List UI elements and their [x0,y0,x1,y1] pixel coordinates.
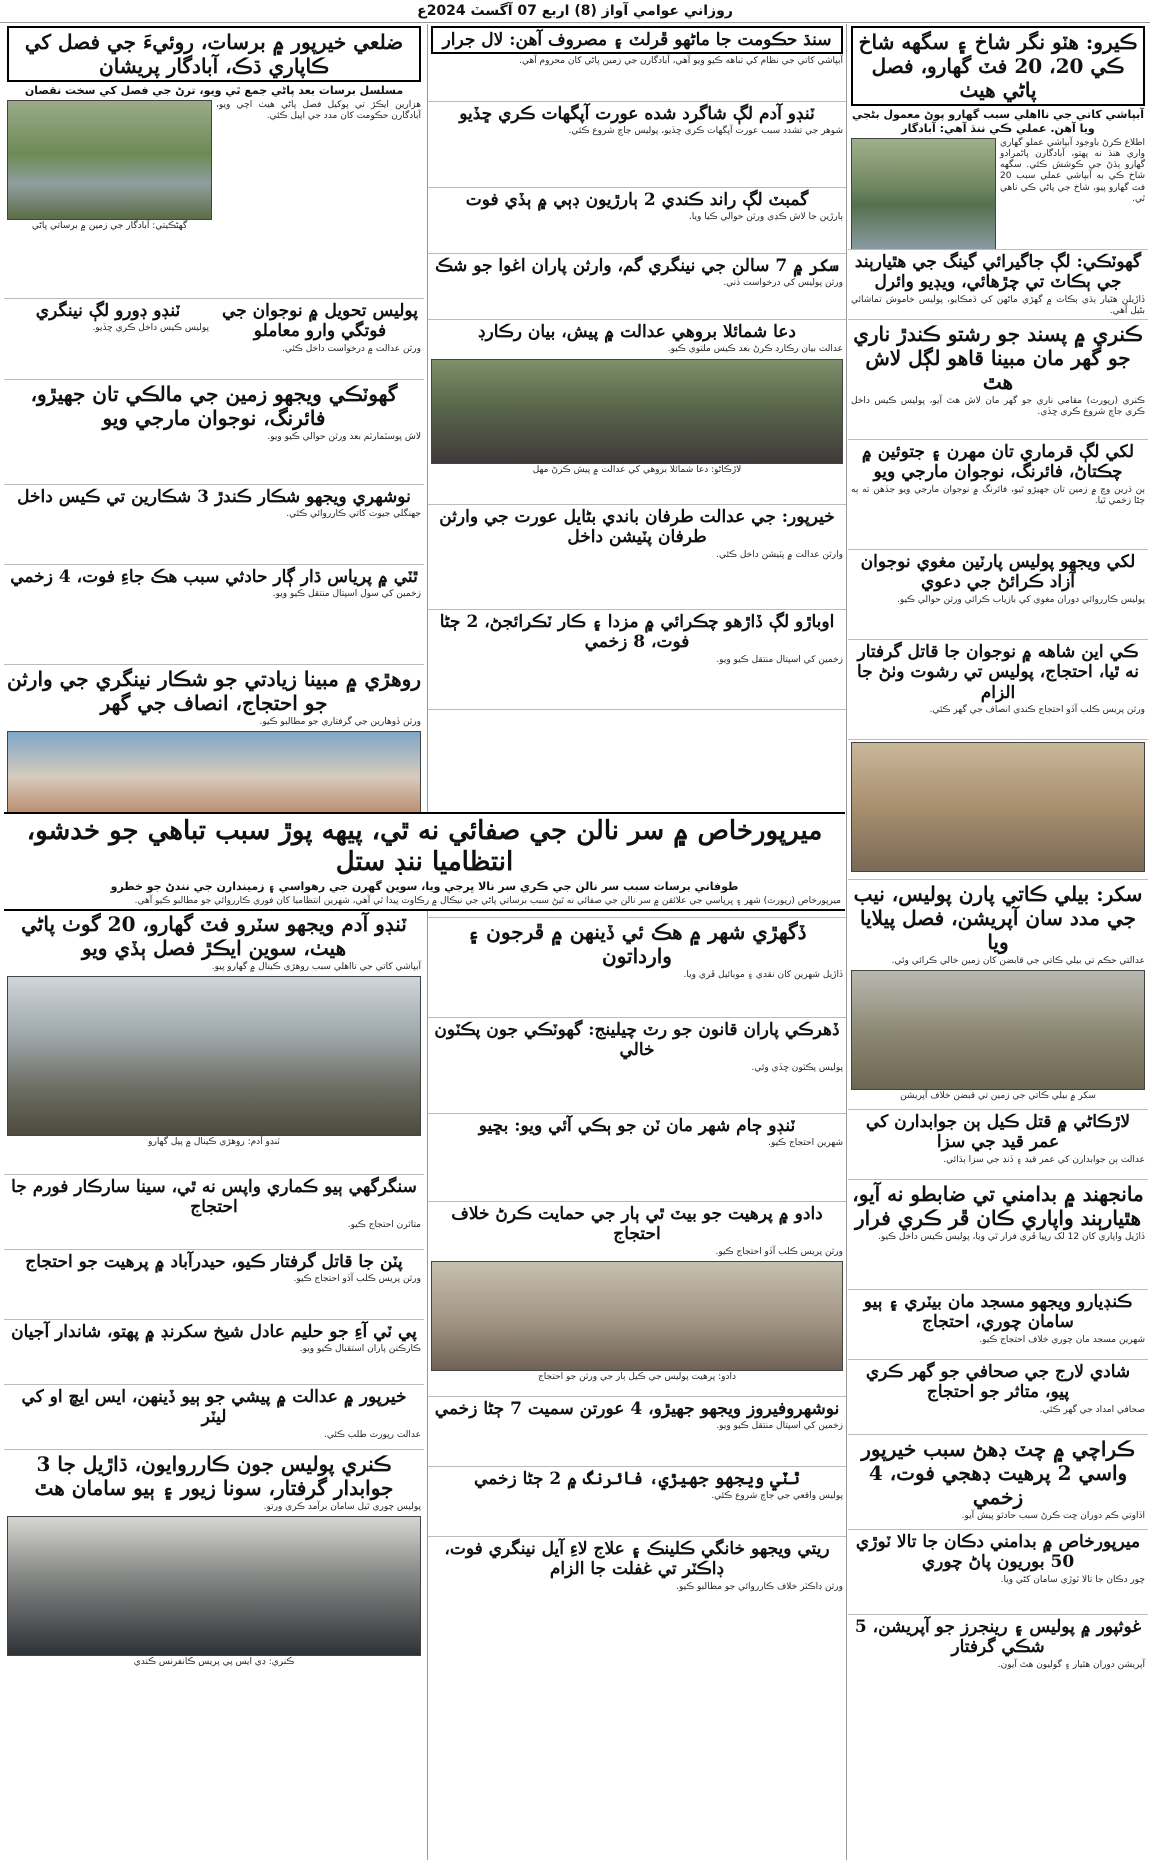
story [848,550,1148,640]
story [216,299,424,379]
story [4,485,424,565]
story [848,880,1148,1110]
story [4,1320,424,1385]
story-body: عدالت بيان رڪارڊ ڪرڻ بعد ڪيس ملتوي ڪيو. [667,344,843,355]
story-body: عدالتي حڪم تي بيلي ڪاتي جي قابضن کان زمين خالي ڪرائي وئي. [891,956,1145,966]
headline: ٽنڊو ڊورو لڳ نينگري [35,301,181,321]
story-body: ٻارڙين جا لاش ڪڍي ورثن حوالي ڪيا ويا. [688,212,843,223]
story [848,320,1148,440]
operation-photo [851,970,1145,1090]
story-body: زخمين کي سول اسپتال منتقل ڪيو ويو. [272,589,421,600]
headline: ٽنڊو آدم لڳ شاگرد شده عورت آپگهات ڪري ڇڏيو [459,104,815,124]
headline: مانجهند ۾ بدامني تي ضابطو نه آيو، هٿيارٻند واپاري ڪان ڦر ڪري فرار [852,1182,1144,1230]
banner-headline: ميرپورخاص ۾ سر نالن جي صفائي نه ٿي، پيهه پوڙ سبب تباهي جو خدشو، انتظاميا ننڊ ستل [26,816,823,878]
story-body: هزارين ايڪڙ تي پوکيل فصل پاڻي هيٺ اچي ويو، آبادگارن حڪومت کان مدد جي اپيل ڪئي. [216,99,421,121]
headline: ڏگهڙي شهر ۾ هڪ ئي ڏينهن ۾ ڦرجون ۽ وارداتون [467,920,807,968]
story-body: ورثن عدالت ۾ درخواست داخل ڪئي. [281,343,421,354]
story [428,1114,846,1202]
story-body: ورثن پريس ڪلب آڏو احتجاج ڪندي انصاف جي گهر ڪئي. [929,705,1145,716]
story [428,254,846,320]
story-body: صحافي امداد جي گهر ڪئي. [1039,1404,1145,1415]
story [848,1615,1148,1690]
headline: ضلعي خيرپور ۾ برسات، روئيءَ جي فصل کي ڪاپاري ڌڪ، آبادگار پريشان [7,26,421,82]
family-protest-photo [431,1261,843,1371]
headline: گمبٽ لڳ راند ڪندي 2 ٻارڙيون ڊٻي ۾ ٻڏي فوت [465,190,809,210]
story [4,565,424,665]
headline: ڪنري ۾ پسند جو رشتو ڪندڙ ناري جو گهر مان مبينا قاهو لڳل لاش هٿ [853,322,1143,394]
story-body: ورثن ڏوهارين جي گرفتاري جو مطالبو ڪيو. [259,717,421,727]
story [848,24,1148,250]
main-banner-story [4,812,845,911]
story [848,1360,1148,1435]
story [428,1202,846,1397]
headline: پٽن جا قاتل گرفتار ڪيو، حيدرآباد ۾ پرهيت جو احتجاج [25,1252,403,1272]
story-body: ورثن پوليس کي درخواست ڏني. [723,278,843,289]
headline: لاڙڪاڻي ۾ قتل ڪيل ٻن جوابدارن کي عمر قيد جي سزا [865,1112,1131,1153]
photo-caption: ٽنڊو آدم: روهڙي ڪينال ۾ پيل گهارو [148,1137,280,1148]
story-body: متاثرن احتجاج ڪيو. [347,1219,421,1230]
headline: خيرپور ۾ عدالت ۾ پيشي جو ٻيو ڏينهن، ايس ايڇ او کي ليٽر [21,1387,407,1428]
story-body: زخمين کي اسپتال منتقل ڪيو ويو. [716,1421,843,1432]
story [428,1018,846,1114]
headline: نوشهروفيروز ويجهو جهيڙو، 4 عورتن سميت 7 ڄڻا زخمي [434,1399,840,1419]
headline: سکر ۾ 7 سالن جي نينگري گم، وارثن پاران اغوا جو شڪ [435,256,839,276]
story [428,505,846,610]
story [428,1537,846,1637]
story [848,1290,1148,1360]
headline: لکي لڳ قرماري تان مهرن ۽ جتوئين ۾ چڪتاڻ، فائرنگ، نوجوان مارجي ويو [861,442,1135,483]
story [848,1180,1148,1290]
story [428,610,846,710]
headline: ٿٽي ويجهو جهيڙي، فائرنگ ۾ 2 ڄڻا زخمي [474,1469,800,1489]
headline: سنگرگهي ٻيو ڪماري واپس نه ٿي، سينا سارڪار فورم جا احتجاج [11,1177,417,1218]
canal-breach-photo [7,976,421,1136]
headline: اوباڙو لڳ ڏاڙهو چڪرائي ۾ مزدا ۽ ڪار ٽڪرائجڻ، 2 ڄڻا فوت، 8 زخمي [439,612,835,653]
story-body: زخمين کي اسپتال منتقل ڪيو ويو. [716,654,843,665]
story [848,440,1148,550]
headline: نوشهري ويجهو شڪار ڪندڙ 3 شڪارين تي ڪيس داخل [17,487,411,507]
story-body: پوليس واقعي جي جاچ شروع ڪئي. [711,1491,843,1502]
story [4,1450,424,1690]
headline: ٽنڊو ڄام شهر مان ٽن جو ٻڪي آئي ويو: بڇيو [478,1116,796,1136]
rain-field-photo [7,100,212,220]
story-body: شهرين مسجد مان چوري خلاف احتجاج ڪيو. [979,1334,1145,1345]
story-body: لاش پوسٽمارٽم بعد ورثن حوالي ڪيو ويو. [267,432,421,442]
headline: ڪي اين شاهه ۾ نوجوان جا قاتل گرفتار نه ٿيا، احتجاج، پوليس تي رشوت وٺڻ جا الزام [857,642,1139,703]
headline: ڪنڊيارو ويجهو مسجد مان بيٽري ۽ ٻيو سامان چوري، احتجاج [863,1292,1133,1333]
story-body: آپريشن دوران هٿيار ۽ گوليون هٿ آيون. [997,1659,1145,1670]
headline: غوثپور ۾ پوليس ۽ رينجرز جو آپريشن، 5 شڪي گرفتار [854,1617,1142,1658]
headline: ڪيرو: هٽو نگر شاخ ۽ سگهه شاخ ڪي 20، 20 فٽ گهارو، فصل پاڻي هيٺ [851,26,1145,106]
story [428,320,846,505]
story [428,102,846,188]
story-body: ورثن پريس ڪلب آڏو احتجاج ڪيو. [715,1246,843,1257]
headline: گهوٽڪي ويجهو زمين جي مالڪي تان جهيڙو، فائرنگ، نوجوان مارجي ويو [30,382,398,430]
masthead-text: روزاني عوامي آواز (8) اربع 07 آگسٽ 2024ع [417,3,733,19]
story-body: چور دڪان جا تالا ٽوڙي سامان کڻي ويا. [1000,1574,1145,1585]
headline: روهڙي ۾ مبينا زيادتي جو شڪار نينگري جي وارثن جو احتجاج، انصاف جي گهر [7,667,421,715]
story [428,1397,846,1467]
story-body: اڏاوتي ڪم دوران ڇت ڪرڻ سبب حادثو پيش آيو. [961,1511,1145,1521]
headline: ٿٽي ۾ پرياس ڌار ڳار حادثي سبب هڪ جاءِ فوت، 4 زخمي [10,567,418,587]
story [428,188,846,254]
headline: لکي ويجهو پوليس پارٽين مغوي نوجوان آزاد ڪرائڻ جي دعوي [860,552,1136,593]
police-press-photo [7,1516,421,1656]
story-body: اطلاع ڪرڻ باوجود آبپاشي عملو گهاري واري هنڌ نه پهتو، آبادگارن پاڻمرادو گهارو ٻڌڻ جي ڪوشش ڪئي. سگهه شاخ ڪي به آبپاشي عملي سبب 20 فٽ گهارو پيو، شاخ جي پاڻي ڪي ناهي ٿي. [1000,137,1145,204]
story-body: ڏاڙيل واپاري کان 12 لک رپيا ڦري فرار ٿي ويا، پوليس ڪيس داخل ڪيو. [877,1232,1145,1242]
story-body: ورثن ڊاڪٽر خلاف ڪارروائي جو مطالبو ڪيو. [676,1581,843,1592]
middle-column [427,24,847,1860]
story-body: ورثن پريس ڪلب آڏو احتجاج ڪيو. [293,1274,421,1285]
story-body: پوليس چوري ٿيل سامان برآمد ڪري ورتو. [263,1502,421,1512]
story [4,299,212,379]
story-body: شهرين احتجاج ڪيو. [768,1138,843,1149]
headline: پي ٽي آءِ جو حليم عادل شيخ سکرنڊ ۾ پهتو، شاندار آجيان [11,1322,417,1342]
left-column [4,24,424,1860]
masthead [0,0,1150,23]
story [848,1110,1148,1180]
photo-caption: سکر ۾ بيلي ڪاتي جي زمين تي قبضن خلاف آپريشن [900,1091,1096,1102]
story-body: ڪنري (رپورٽ) مقامي ناري جو گهر مان لاش هٿ آيو، پوليس ڪيس داخل ڪري جاچ شروع ڪري ڇڏي. [851,396,1145,418]
headline: سنڌ حڪومت جا ماڻهو ڦرلٽ ۽ مصروف آهن: لال جرار [431,26,843,54]
story [4,380,424,485]
story [4,24,424,299]
subheadline: مسلسل برسات بعد پاڻي جمع ٿي ويو، ترڻ جي فصل کي سخت نقصان [24,84,404,97]
court-photo [431,359,843,464]
photo-caption: لاڙڪاڻو: دعا شمائلا بروهي کي عدالت ۾ پيش ڪرڻ مهل [532,464,742,475]
photo-caption: دادو: پرهيت پوليس جي ڪيل ٻار جي ورثن جو احتجاج [538,1372,736,1383]
story [848,1435,1148,1530]
headline: گهوٽڪي: لڳ جاگيرائي گينگ جي هٿيارٻند جي ٻڪاٽ تي چڙهائي، ويڊيو وائرل [854,252,1142,293]
story [848,640,1148,740]
story [4,910,424,1175]
story-body: ڪارڪنن پاران استقبال ڪيو ويو. [299,1344,421,1355]
story [428,918,846,1018]
headline: ميرپورخاص ۾ بدامني دڪان جا تالا ٽوڙي 50 بوريون پاڻ چوري [855,1532,1141,1573]
right-column [848,24,1148,1860]
story [4,1385,424,1450]
headline: ريتي ويجهو خانگي ڪلينڪ ۽ علاج لاءِ آيل نينگري فوت، ڊاڪٽر تي غفلت جا الزام [444,1539,830,1580]
protesters-photo [851,742,1145,872]
story-body: پوليس ڪيس داخل ڪري ڇڏيو. [92,323,209,334]
story-body: پوليس پڪٽون ڇڏي وئي. [751,1062,843,1073]
story [428,24,846,102]
story-body: وارثن عدالت ۾ پٽيشن داخل ڪئي. [716,549,843,560]
story [848,740,1148,880]
two-story-row [4,299,424,380]
photo-caption: ڪنري: ڊي ايس پي پريس ڪانفرنس ڪندي [133,1657,295,1668]
story-body: ٻن ڌرين وچ ۾ زمين تان جهيڙو ٿيو، فائرنگ ۾ نوجوان مارجي ويو جڏهن ته ٻه ڄڻا زخمي ٿيا. [851,484,1145,507]
story-body: جهنگلي جيوت کاتي ڪارروائي ڪئي. [286,509,421,520]
subheadline: آبپاشي کاتي جي نااهلي سبب گهارو پوڻ معمول بڻجي ويا آهن. عملي ڪي ننڌ آهي: آبادگار [851,108,1145,135]
headline: دادو ۾ پرهيت جو بيٽ ٿي ٻار جي حمايت ڪرڻ خلاف احتجاج [451,1204,823,1245]
story-body: آبپاشي کاتي جي نظام کي تباهه ڪيو ويو آهي، آبادگارن جي زمين پاڻي کان محروم آهي. [519,56,843,67]
story-body: پوليس ڪارروائي دوران مغوي کي بازياب ڪرائي ورثن حوالي ڪيو. [896,594,1145,605]
headline: پوليس تحويل ۾ نوجوان جي فوتگي وارو معاملو [222,301,418,342]
story [848,1530,1148,1615]
story-body: عدالت رپورٽ طلب ڪئي. [324,1429,421,1440]
story [848,250,1148,320]
headline: ڪنري پوليس جون ڪارروايون، ڌاڙيل جا 3 جوابدار گرفتار، سونا زيور ۽ ٻيو سامان هٿ [34,1452,394,1500]
photo-caption: گهڻڪيتي: آبادگار جي زمين ۾ برساتي پاڻي [31,220,188,231]
story [428,1467,846,1537]
banner-subheadline: طوفاني برسات سبب سر نالن جي ڪري سر نالا ڀرجي ويا، سوين گهرن جي رهواسي ۽ زميندارن جي نندڻ جو خطرو [110,880,739,894]
story-body: عدالت ٻن جوابدارن کي عمر قيد ۽ ڏنڊ جي سزا ٻڌائي. [943,1154,1145,1165]
story-body: ڏاڙيلن هٿيار ٻڌي ٻڪاٽ ۾ گهڙي ماڻهن کي ڌمڪايو، پوليس خاموش تماشائي بڻيل آهي. [851,294,1145,317]
story-body: آبپاشي کاتي جي نااهلي سبب روهڙي ڪينال ۾ گهارو پيو. [211,962,421,972]
headline: ڪراچي ۾ چٽ ڊهڻ سبب خيرپور واسي 2 پرهيت ڊهجي فوت، 4 زخمي [861,1437,1135,1509]
headline: ڏهرڪي پاران قانون جو رٽ چيلينج: گهوٽڪي جون پڪٽون خالي [434,1020,840,1061]
headline: شادي لارج جي صحافي جو گهر ڪري پيو، متاثر جو احتجاج [865,1362,1131,1403]
headline: خيرپور: جي عدالت طرفان باندي بڻايل عورت جي وارثن طرفان پٽيشن داخل [439,507,835,548]
headline: ٽنڊو آدم ويجهو سٽرو فٽ گهارو، 20 گوٺ پاڻي هيٺ، سوين ايڪڙ فصل ٻڏي ويو [21,912,407,960]
banner-body: ميرپورخاص (رپورٽ) شهر ۽ ڀرپاسي جي علائقن ۾ سر نالن جي صفائي نه ٿيڻ سبب برساتي پاڻي جي نيڪال ۾ رڪاوٽ پيدا ٿي آهي، شهرين انتظاميا کان فوري ڪارروائي جو مطالبو ڪيو آهي. [134,896,841,907]
flooded-field-photo [851,138,996,250]
headline: سکر: بيلي ڪاتي پارن پوليس، نيب جي مدد سان آپريشن، فصل پيلايا ويا [853,882,1143,954]
story [4,1250,424,1320]
headline: دعا شمائلا بروهي عدالت ۾ پيش، بيان رڪارڊ [477,322,796,342]
story-body: شوهر جي تشدد سبب عورت آپگهات ڪري ڇڏيو، پوليس جاچ شروع ڪئي. [568,126,843,137]
story [4,1175,424,1250]
story-body: ڏاڙيل شهرين کان نقدي ۽ موبائيل ڦري ويا. [683,970,843,980]
